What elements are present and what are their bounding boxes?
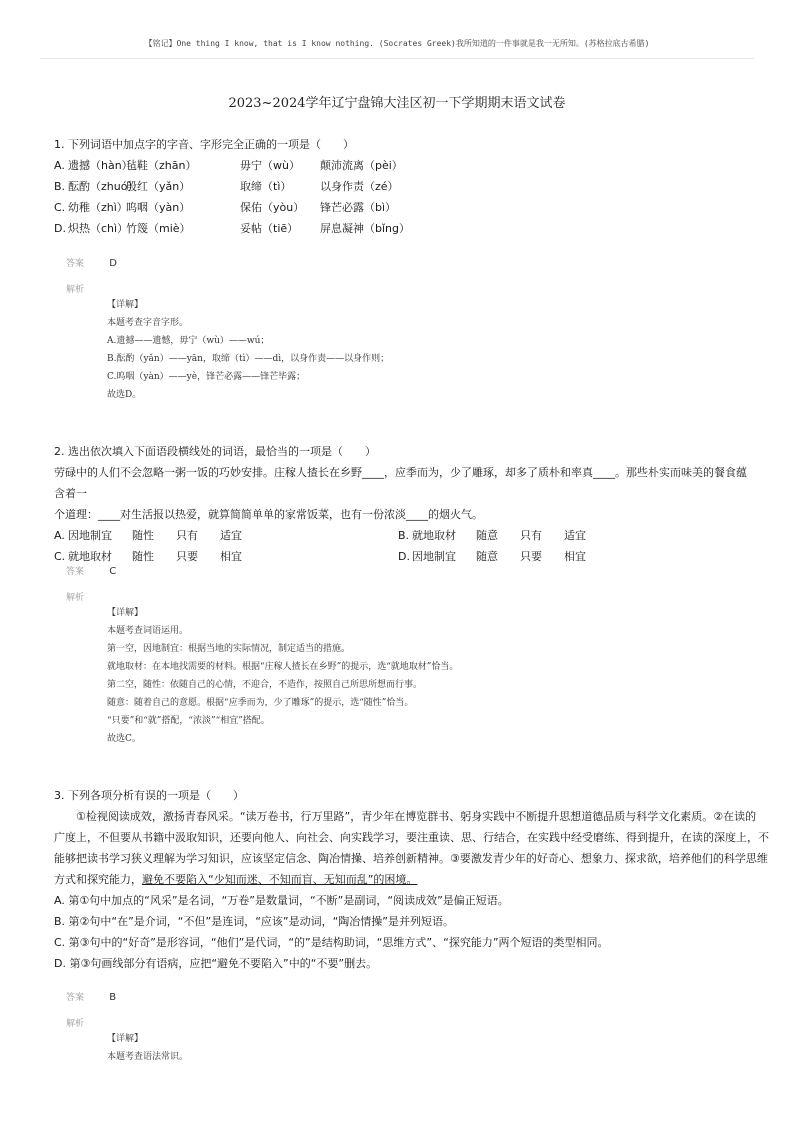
question-1 [54, 134, 754, 239]
option-row [54, 176, 754, 197]
option-word: 只有 [176, 529, 198, 542]
passage-line: ①检视阅读成效，激扬青春风采。“读万卷书，行万里路”，青少年在博览群书、躬身实践中不断提升思想道德品质与科学文化素质。②在读的 [54, 810, 757, 823]
option-term: 炽热（chì） [68, 222, 129, 235]
question-2 [54, 441, 754, 567]
option-term: 毋宁（wù） [240, 159, 300, 172]
option-term: 屏息凝神（bǐng） [320, 222, 410, 235]
question-3-analysis-label: 解析 [66, 1019, 85, 1029]
question-3 [54, 785, 769, 974]
question-3-passage-last-line [54, 869, 754, 890]
detail-line: 【详解】 [107, 300, 144, 310]
option-line: C. 第③句中的“好奇”是形容词，“他们”是代词，“的”是结构助词，“思维方式”、“探究能力”两个短语的类型相同。 [54, 936, 609, 949]
option-term: 以身作责（zé） [320, 180, 399, 193]
passage-text: 方式和探究能力， [54, 873, 142, 886]
option-letter: A. [54, 529, 65, 542]
option-word: 随意 [476, 529, 498, 542]
answer-value: B [109, 992, 117, 1003]
detail-line: 本题考查字音字形。 [107, 318, 189, 328]
detail-line: C.呜咽（yàn）——yè，锋芒必露——锋芒毕露； [107, 372, 306, 382]
question-3-detail [107, 1030, 747, 1066]
option-word: 只有 [520, 529, 542, 542]
option-letter: D. [398, 550, 410, 563]
option-word: 随性 [132, 550, 154, 563]
option-term: 酝酌（zhuó） [68, 180, 139, 193]
option-word: 就地取材 [68, 550, 112, 563]
detail-line: 本题考查词语运用。 [107, 626, 189, 636]
option-term: 呜咽（yàn） [126, 201, 191, 214]
detail-line: A.遗撼——遗憾，毋宁（wù）——wú； [107, 336, 270, 346]
option-word: 只要 [176, 550, 198, 563]
option-term: 遗撼（hàn） [68, 159, 133, 172]
question-1-detail [107, 296, 747, 404]
option-row [54, 155, 754, 176]
question-1-answer [66, 256, 117, 269]
option-term: 妥帖（tiē） [240, 222, 299, 235]
exam-title: 2023~2024学年辽宁盘锦大洼区初一下学期期末语文试卷 [228, 96, 566, 111]
question-1-stem: 1. 下列词语中加点字的字音、字形完全正确的一项是（ ） [54, 138, 354, 151]
option-word: 适宜 [564, 529, 586, 542]
question-2-stem: 2. 选出依次填入下面语段横线处的词语，最恰当的一项是（ ） [54, 445, 376, 458]
answer-label: 答案 [66, 567, 85, 577]
detail-line: 就地取材：在本地找需要的材料。根据“庄稼人揸长在乡野”的提示，选“就地取材”恰当。 [107, 662, 459, 672]
page-header-motto: 【铭记】One thing I know, that is I know nothing. (Socrates Greek)我所知道的一件事就是我一无所知。(苏格拉底古希腊) [144, 39, 650, 48]
option-term: 殷红（yǎn） [126, 180, 191, 193]
question-2-options [54, 525, 754, 567]
answer-label: 答案 [66, 993, 85, 1003]
detail-line: 本题考查语法常识。 [107, 1052, 189, 1062]
detail-line: 第一空，因地制宜：根据当地的实际情况，制定适当的措施。 [107, 644, 351, 654]
option-letter: B. [398, 529, 410, 542]
option-word: 适宜 [220, 529, 242, 542]
detail-line: 【详解】 [107, 608, 144, 618]
option-row [54, 218, 754, 239]
question-3-passage [54, 806, 769, 869]
question-2-detail [107, 604, 747, 748]
option-term: 毡鞋（zhān） [126, 159, 197, 172]
option-row [54, 546, 754, 567]
option-word: 随性 [132, 529, 154, 542]
question-2-passage-line-2: 个道理：____对生活报以热爱，就算简简单单的家常饭菜，也有一份浓淡____的烟火气。 [54, 508, 483, 521]
detail-line: “只要”和“就”搭配，“浓淡”“相宜”搭配。 [107, 716, 270, 726]
option-line: D. 第③句画线部分有语病，应把“避免不要陷入”中的“不要”删去。 [54, 957, 378, 970]
option-term: 保佑（yòu） [240, 201, 305, 214]
option-term: 锋芒必露（bì） [320, 201, 397, 214]
detail-line: 故选D。 [107, 390, 142, 400]
option-row [54, 197, 754, 218]
option-term: 颠沛流离（pèi） [320, 159, 403, 172]
option-term: 幼稚（zhì） [68, 201, 128, 214]
question-3-options [54, 890, 754, 974]
answer-value: C [109, 566, 117, 577]
question-3-answer [66, 990, 116, 1003]
detail-line: B.酝酌（yǎn）——yān，取缔（tì）——dì，以身作责——以身作则； [107, 354, 390, 364]
answer-label: 答案 [66, 259, 85, 269]
question-2-analysis-label: 解析 [66, 593, 85, 603]
option-word: 相宜 [220, 550, 242, 563]
question-3-stem: 3. 下列各项分析有误的一项是（ ） [54, 789, 244, 802]
answer-value: D [109, 258, 117, 269]
passage-line: 能够把读书学习狭义理解为学习知识，应该坚定信念、陶冶情操、培养创新精神。③要激发青少年的好奇心、想象力、探求欲，培养他们的科学思维 [54, 852, 768, 865]
underlined-sentence: 避免不要陷入“少知而迷、不知而盲、无知而乱”的困境。 [142, 873, 418, 886]
question-2-answer [66, 564, 116, 577]
passage-line: 广度上，不但要从书籍中汲取知识，还要向他人、向社会、向实践学习，要注重读、思、行结合，在实践中经受磨练、得到提升，在读的深度上，不 [54, 831, 769, 844]
header-divider [40, 58, 754, 59]
option-letter: C. [54, 201, 66, 214]
option-letter: C. [54, 550, 66, 563]
option-word: 相宜 [564, 550, 586, 563]
option-letter: B. [54, 180, 66, 193]
option-letter: A. [54, 159, 65, 172]
option-word: 因地制宜 [412, 550, 456, 563]
option-line: B. 第②句中“在”是介词，“不但”是连词，“应该”是动词，“陶冶情操”是并列短语。 [54, 915, 454, 928]
detail-line: 第二空，随性：依随自己的心情，不迎合，不造作，按照自己所思所想而行事。 [107, 680, 423, 690]
question-1-options [54, 155, 754, 239]
detail-line: 故选C。 [107, 734, 141, 744]
option-word: 随意 [476, 550, 498, 563]
option-word: 因地制宜 [68, 529, 112, 542]
option-letter: D. [54, 222, 66, 235]
question-1-analysis-label: 解析 [66, 285, 85, 295]
option-term: 竹篾（miè） [126, 222, 191, 235]
question-2-passage-line-1: 劳碌中的人们不会忽略一粥一饭的巧妙安排。庄稼人揸长在乡野____，应季而为，少了雕琢，却多了质朴和率真____。那些朴实而味美的餐食蕴含着一 [54, 466, 747, 500]
option-word: 只要 [520, 550, 542, 563]
detail-line: 【详解】 [107, 1034, 144, 1044]
detail-line: 随意：随着自己的意愿。根据“应季而为，少了雕琢”的提示，选“随性”恰当。 [107, 698, 414, 708]
option-word: 就地取材 [412, 529, 456, 542]
option-line: A. 第①句中加点的“风采”是名词，“万卷”是数量词，“不断”是副词，“阅读成效”是偏正短语。 [54, 894, 509, 907]
option-row [54, 525, 754, 546]
option-term: 取缔（tì） [240, 180, 292, 193]
